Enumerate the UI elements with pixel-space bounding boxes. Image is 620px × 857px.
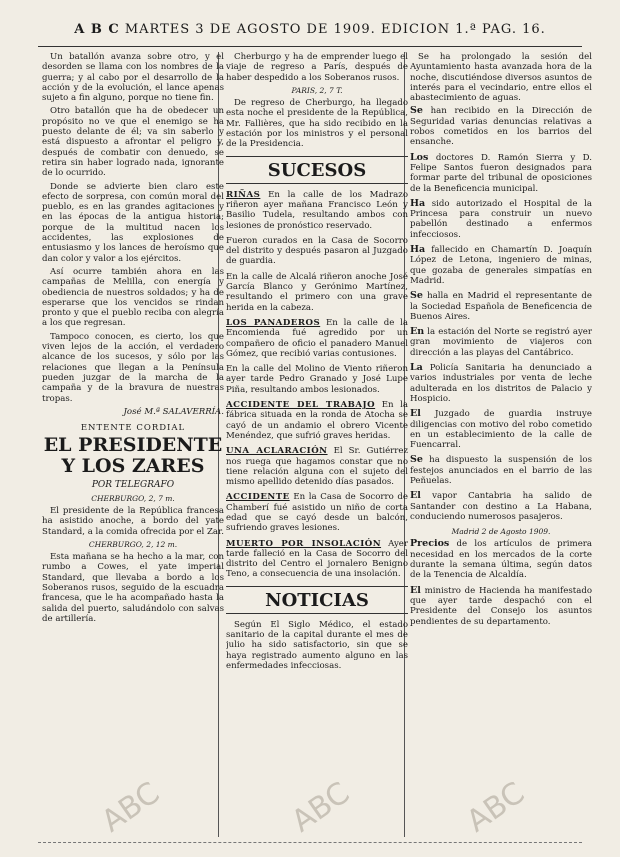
item-text: Fueron curados en la Casa de Socorro del distrito y después pasaron al Juzgado de guardia.	[226, 235, 408, 267]
issue-date: MARTES 3 DE AGOSTO DE 1909.	[124, 22, 376, 37]
news-item	[410, 199, 592, 240]
news-item	[410, 363, 592, 404]
item-lead: Se	[410, 290, 423, 302]
news-list	[410, 106, 592, 522]
item-lead: RIÑAS	[226, 189, 261, 200]
news-item	[410, 327, 592, 358]
item-lead: ACCIDENTE DEL TRABAJO	[226, 400, 376, 411]
item-text: la estación del Norte se registró ayer gran movimiento de viajeros con dirección a las playas del Cantábrico.	[410, 327, 592, 358]
item-lead: Los	[410, 151, 429, 163]
news-item	[410, 455, 592, 486]
item-text: de los artículos de primera necesidad en los mercados de la corte durante la semana última, según datos de la Tenencia de Alcaldía.	[410, 539, 592, 581]
news-item	[226, 446, 408, 487]
edition-label: EDICION 1.ª	[380, 22, 477, 37]
item-lead: UNA ACLARACIÓN	[226, 446, 328, 457]
news-item	[226, 364, 408, 395]
item-text: En la fábrica situada en la ronda de Atocha se cayó de un andamio el obrero Vicente Menéndez, que sufrió graves heridas.	[226, 400, 408, 441]
item-text: El Sr. Gutiérrez nos ruega que hagamos constar que no tiene relación alguna con el sujeto del mismo apellido detenido días pasados.	[226, 446, 408, 488]
item-lead: ACCIDENTE	[226, 492, 290, 503]
item-text: halla en Madrid el representante de la Sociedad Española de Beneficencia de Buenos Aires.	[410, 291, 592, 322]
item-lead: En	[410, 326, 425, 338]
column-1	[42, 52, 224, 837]
item-text: En la calle de la Encomienda fué agredido por un compañero de oficio el panadero Manuel Gómez, que recibió varias contusiones.	[226, 317, 408, 359]
watermark: ABC	[95, 775, 167, 840]
news-item	[410, 245, 592, 286]
news-item	[226, 272, 408, 313]
article-signature: José M.ª SALAVERRÍA.	[123, 406, 224, 417]
news-item	[410, 491, 592, 522]
news-item	[410, 409, 592, 450]
item-text: han recibido en la Dirección de Seguridad varias denuncias relativas a robos cometidos en los barrios del ensanche.	[410, 106, 592, 148]
news-paragraph: Cherburgo y ha de emprender luego el viaje de regreso a París, después de haber despedido a los Soberanos rusos.	[226, 52, 408, 83]
item-text: Policía Sanitaria ha denunciado a varios industriales por venta de leche adulterada en los distritos de Palacio y Hospicio.	[410, 363, 592, 404]
news-paragraph: Según El Siglo Médico, el estado sanitario de la capital durante el mes de julio ha sido satisfactorio, sin que se haya registrado aumento alguno en las enfermedades infecciosas.	[226, 619, 408, 671]
item-lead: La	[410, 362, 423, 374]
article-headline: EL PRESIDENTE Y LOS ZARES	[43, 434, 223, 478]
item-lead: Se	[410, 454, 423, 466]
sucesos-list	[226, 190, 408, 580]
footer-rule	[38, 842, 582, 843]
header-rule	[38, 46, 582, 47]
dateline: CHERBURGO, 2, 12 m.	[88, 539, 178, 549]
news-item	[410, 153, 592, 194]
item-text: Ayer tarde falleció en la Casa de Socorro del distrito del Centro el jornalero Benigno Teno, a consecuencia de una insolación.	[226, 538, 408, 580]
news-item	[226, 318, 408, 359]
item-lead: Se	[410, 105, 423, 117]
item-text: En la Casa de Socorro de Chamberí fué asistido un niño de corta edad que se cayó desde un balcón, sufriendo graves lesiones.	[226, 492, 408, 534]
item-text: En la calle de Alcalá riñeron anoche José García Blanco y Gerónimo Martínez, resultando el primero con una grave herida en la cabeza.	[226, 271, 408, 313]
news-paragraph: Esta mañana se ha hecho a la mar, con rumbo a Cowes, el yate imperial Standard, que llevaba a bordo a los Soberanos rusos, seguido de la escuadra francesa, que le ha acompañado hasta la salida del puerto, saludándolo con salvas de artillería.	[42, 552, 224, 624]
dateline: CHERBURGO, 2, 7 m.	[91, 493, 175, 503]
news-item	[226, 190, 408, 231]
news-item	[226, 236, 408, 267]
page-number: PAG. 16.	[481, 22, 546, 37]
news-paragraph: El presidente de la República francesa ha asistido anoche, a bordo del yate Standard, a la comida ofrecida por el Zar.	[42, 505, 224, 537]
news-item	[410, 291, 592, 322]
item-text: Juzgado de guardia instruye diligencias con motivo del robo cometido en un establecimiento de la calle de Fuencarral.	[410, 409, 592, 451]
item-text: sido autorizado el Hospital de la Princesa para construir un nuevo pabellón destinado a enfermos infecciosos.	[410, 198, 592, 240]
news-list	[410, 539, 592, 626]
section-title-noticias: NOTICIAS	[226, 586, 408, 614]
item-lead: Ha	[410, 197, 426, 209]
column-2	[226, 52, 408, 837]
item-lead: El	[410, 408, 421, 420]
item-lead: LOS PANADEROS	[226, 317, 321, 328]
watermark: ABC	[460, 775, 532, 840]
item-lead: Precios	[410, 538, 450, 550]
item-text: ha dispuesto la suspensión de los festejos anunciados en el barrio de las Peñuelas.	[410, 455, 592, 486]
article-paragraph: Tampoco conocen, es cierto, los que viven lejos de la acción, el verdadero alcance de los sucesos, y sólo por las relaciones que llegan a la Península pueden juzgar de la marcha de la campaña y de la bravura de nuestras tropas.	[42, 331, 224, 404]
article-paragraph: Un batallón avanza sobre otro, y el desorden se llama con los nombres de la guerra; y al cabo por el desarrollo de la acción y de la evolución, el lance apenas sujeto a fin alguno, porque no tiene fin.	[42, 52, 224, 104]
article-subline: POR TELEGRAFO	[91, 480, 175, 491]
article-paragraph: Otro batallón que ha de obedecer un propósito no ve que el enemigo se ha puesto delante de él; va sin saberlo y está dispuesto a afrontar el peligro y, después de combatir con denuedo, se retira sin haber logrado nada, ignorante de lo ocurrido.	[42, 106, 224, 179]
dateline: PARIS, 2, 7 T.	[291, 85, 343, 95]
section-rubric: ENTENTE CORDIAL	[80, 423, 186, 434]
item-lead: Ha	[410, 244, 426, 256]
dateline: Madrid 2 de Agosto 1909.	[451, 527, 551, 537]
item-text: fallecido en Chamartín D. Joaquín López de Letona, ingeniero de minas, que gozaba de generales simpatías en Madrid.	[410, 245, 592, 286]
item-text: En la calle de los Madrazo riñeron ayer mañana Francisco León y Basilio Tudela, resultando ambos con lesiones de pronóstico reservado.	[226, 189, 408, 231]
news-paragraph: Se ha prolongado la sesión del Ayuntamiento hasta avanzada hora de la noche, discutiéndose diversos asuntos de interés para el vecindario, entre ellos el abastecimiento de aguas.	[410, 52, 592, 104]
article-paragraph: Donde se advierte bien claro este efecto de sorpresa, con común moral del pueblo, es en las grandes agitaciones y en las épocas de la antigua historia; porque de la multitud nacen los accidentes, las explosiones de entusiasmo y los lances de heroísmo que dan color y valor a los ejércitos.	[42, 181, 224, 264]
item-text: En la calle del Molino de Viento riñeron ayer tarde Pedro Granado y José Lupe Piña, resultando ambos lesionados.	[226, 364, 408, 395]
item-text: ministro de Hacienda ha manifestado que ayer tarde despachó con el Presidente del Consejo los asuntos pendientes de su departamento.	[410, 585, 592, 627]
news-item	[226, 539, 408, 580]
item-text: doctores D. Ramón Sierra y D. Felipe Santos fueron designados para formar parte del tribunal de oposiciones de la Beneficencia municipal.	[410, 152, 592, 194]
item-lead: MUERTO POR INSOLACIÓN	[226, 538, 382, 549]
news-item	[410, 539, 592, 580]
publication-name: A B C	[74, 22, 120, 37]
news-item	[410, 586, 592, 627]
article-paragraph: Así ocurre también ahora en las campañas de Melilla, con energía y obediencia de nuestros soldados; y ha de esperarse que los vencidos se rindan pronto y que el pueblo reciba con alegría a los que regresan.	[42, 266, 224, 329]
item-text: vapor Cantabria ha salido de Santander con destino a La Habana, conduciendo numerosos pasajeros.	[410, 491, 592, 522]
news-item	[410, 106, 592, 147]
news-item	[226, 492, 408, 533]
item-lead: El	[410, 490, 421, 502]
news-paragraph: De regreso de Cherburgo, ha llegado esta noche el presidente de la República, Mr. Fallières, que ha sido recibido en la estación por los ministros y el personal de la Presidencia.	[226, 98, 408, 150]
item-lead: El	[410, 584, 421, 596]
section-title-sucesos: SUCESOS	[226, 156, 408, 184]
column-3	[410, 52, 592, 837]
watermark: ABC	[285, 775, 357, 840]
news-item	[226, 400, 408, 441]
